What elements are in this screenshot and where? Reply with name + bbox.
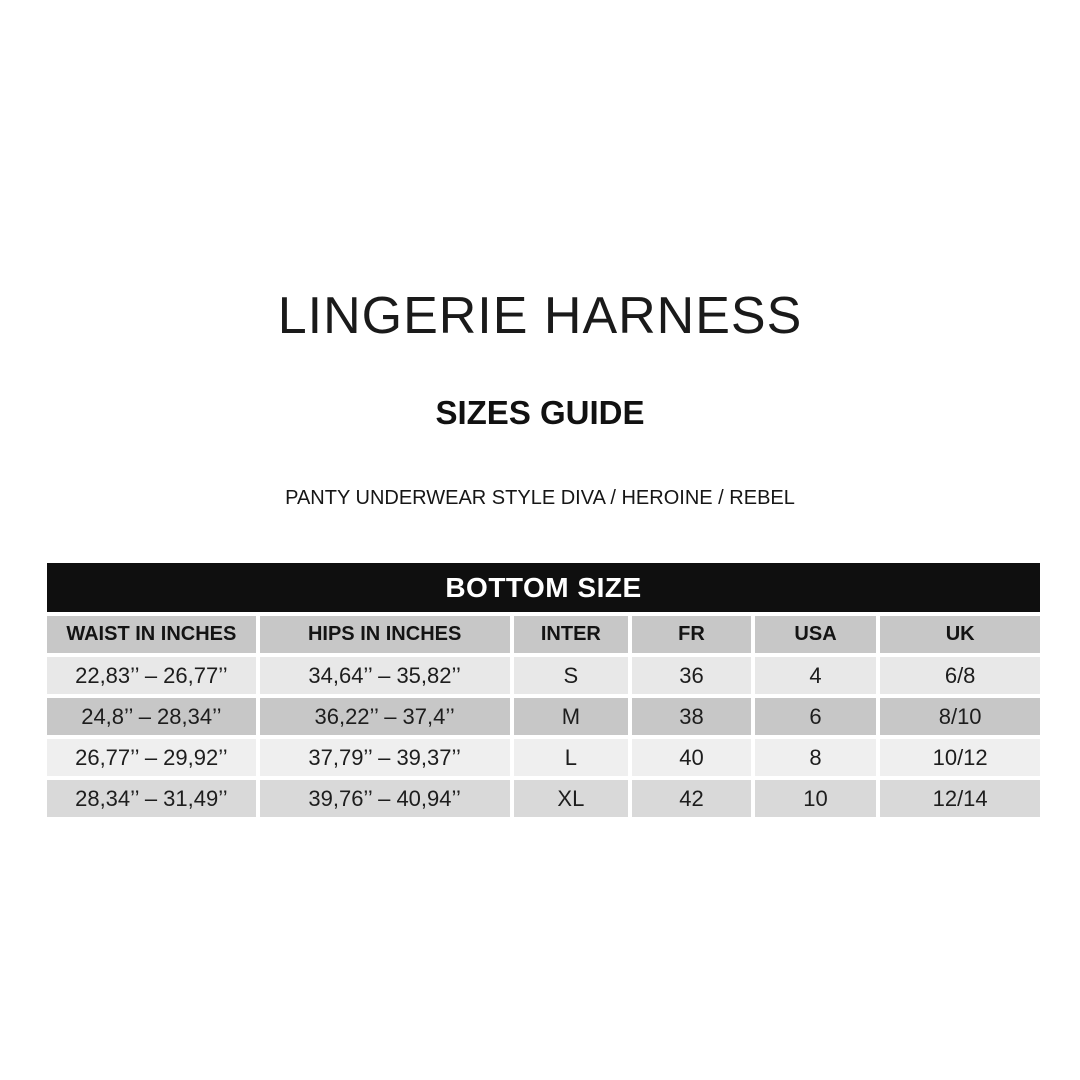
table-cell: S <box>514 657 629 694</box>
table-cell: M <box>514 698 629 735</box>
table-cell: 6 <box>755 698 877 735</box>
table-cell: 12/14 <box>880 780 1040 817</box>
table-title: BOTTOM SIZE <box>445 571 642 603</box>
page-subtitle: SIZES GUIDE <box>435 394 645 431</box>
table-cell: 39,76’’ – 40,94’’ <box>260 780 510 817</box>
table-row <box>47 780 1040 817</box>
table-row <box>47 739 1040 776</box>
table-cell: 26,77’’ – 29,92’’ <box>47 739 256 776</box>
table-cell: 37,79’’ – 39,37’’ <box>260 739 510 776</box>
table-cell: 40 <box>632 739 751 776</box>
table-row <box>47 698 1040 735</box>
table-header-row <box>47 616 1040 653</box>
table-cell: 10 <box>755 780 877 817</box>
table-cell: 22,83’’ – 26,77’’ <box>47 657 256 694</box>
table-row <box>47 657 1040 694</box>
table-cell: 24,8’’ – 28,34’’ <box>47 698 256 735</box>
table-cell: 34,64’’ – 35,82’’ <box>260 657 510 694</box>
table-cell: 8 <box>755 739 877 776</box>
table-title-bar <box>47 563 1040 612</box>
size-table <box>47 563 1040 817</box>
column-header: INTER <box>514 616 629 653</box>
column-header: WAIST IN INCHES <box>47 616 256 653</box>
page-title: LINGERIE HARNESS <box>277 287 803 345</box>
table-cell: L <box>514 739 629 776</box>
table-cell: XL <box>514 780 629 817</box>
table-cell: 38 <box>632 698 751 735</box>
column-header: UK <box>880 616 1040 653</box>
column-header: USA <box>755 616 877 653</box>
table-cell: 36 <box>632 657 751 694</box>
table-cell: 6/8 <box>880 657 1040 694</box>
table-cell: 4 <box>755 657 877 694</box>
table-body <box>47 657 1040 817</box>
style-caption: PANTY UNDERWEAR STYLE DIVA / HEROINE / REBEL <box>285 487 795 509</box>
table-cell: 36,22’’ – 37,4’’ <box>260 698 510 735</box>
table-cell: 8/10 <box>880 698 1040 735</box>
table-cell: 10/12 <box>880 739 1040 776</box>
table-cell: 42 <box>632 780 751 817</box>
column-header: FR <box>632 616 751 653</box>
column-header: HIPS IN INCHES <box>260 616 510 653</box>
table-cell: 28,34’’ – 31,49’’ <box>47 780 256 817</box>
